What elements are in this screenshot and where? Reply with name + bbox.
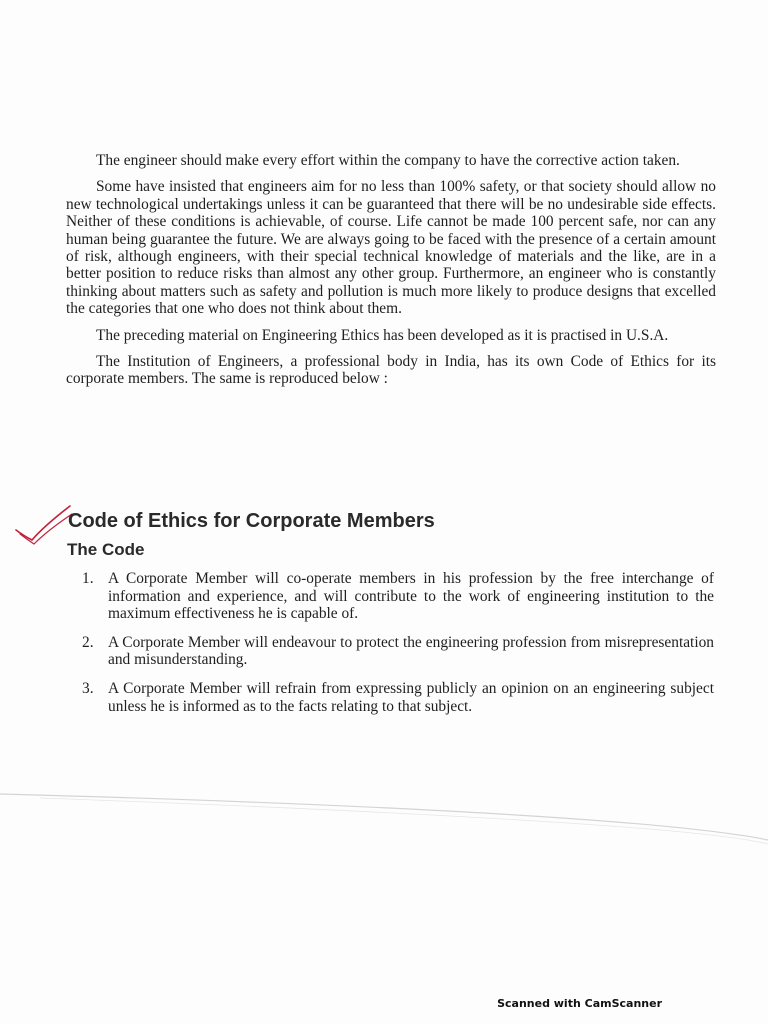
body-text bbox=[66, 152, 716, 397]
list-item bbox=[82, 570, 714, 623]
list-item-text: A Corporate Member will refrain from expressing publicly an opinion on an engineering subject unless he is informed as to the facts relating to that subject. bbox=[108, 679, 714, 715]
list-item bbox=[82, 634, 714, 669]
paragraph-institution-intro: The Institution of Engineers, a professional body in India, has its own Code of Ethics for its corporate members. The same is reproduced below : bbox=[66, 353, 716, 388]
list-item bbox=[82, 680, 714, 715]
list-item-number: 2. bbox=[82, 633, 94, 651]
camscanner-watermark: Scanned with CamScanner bbox=[497, 997, 662, 1010]
list-item-text: A Corporate Member will endeavour to protect the engineering profession from misrepresentation and misunderstanding. bbox=[108, 633, 714, 669]
paragraph-usa-practice: The preceding material on Engineering Ethics has been developed as it is practised in U.S.A. bbox=[96, 326, 669, 344]
list-item-number: 1. bbox=[82, 570, 94, 587]
list-item-number: 3. bbox=[82, 679, 94, 697]
scan-crease-line bbox=[0, 780, 768, 850]
paragraph-safety-risk: Some have insisted that engineers aim for no less than 100% safety, or that society should allow no new technological undertakings unless it can be guaranteed that there will be no undesirable side effects. Neither of these conditions is achievable, of course. Life cannot be made 100 percent safe, nor can any human being guarantee the future. We are always going to be faced with the presence of a certain amount of risk, although engineers, with their special technical knowledge of materials and the like, are in a better position to reduce risks than almost any other group. Furthermore, an engineer who is constantly thinking about matters such as safety and pollution is much more likely to produce designs that excelled the categories that one who does not think about them. bbox=[66, 178, 716, 318]
paragraph-corrective-action: The engineer should make every effort within the company to have the corrective action taken. bbox=[96, 152, 680, 169]
sub-heading: The Code bbox=[67, 540, 145, 559]
list-item-text: A Corporate Member will co-operate members in his profession by the free interchange of information and experience, and will contribute to the work of engineering institution to the maximum effectiveness he is capable of. bbox=[108, 570, 714, 623]
code-list bbox=[82, 570, 714, 726]
pen-checkmark-icon bbox=[14, 500, 74, 550]
section-heading: Code of Ethics for Corporate Members bbox=[68, 510, 435, 532]
